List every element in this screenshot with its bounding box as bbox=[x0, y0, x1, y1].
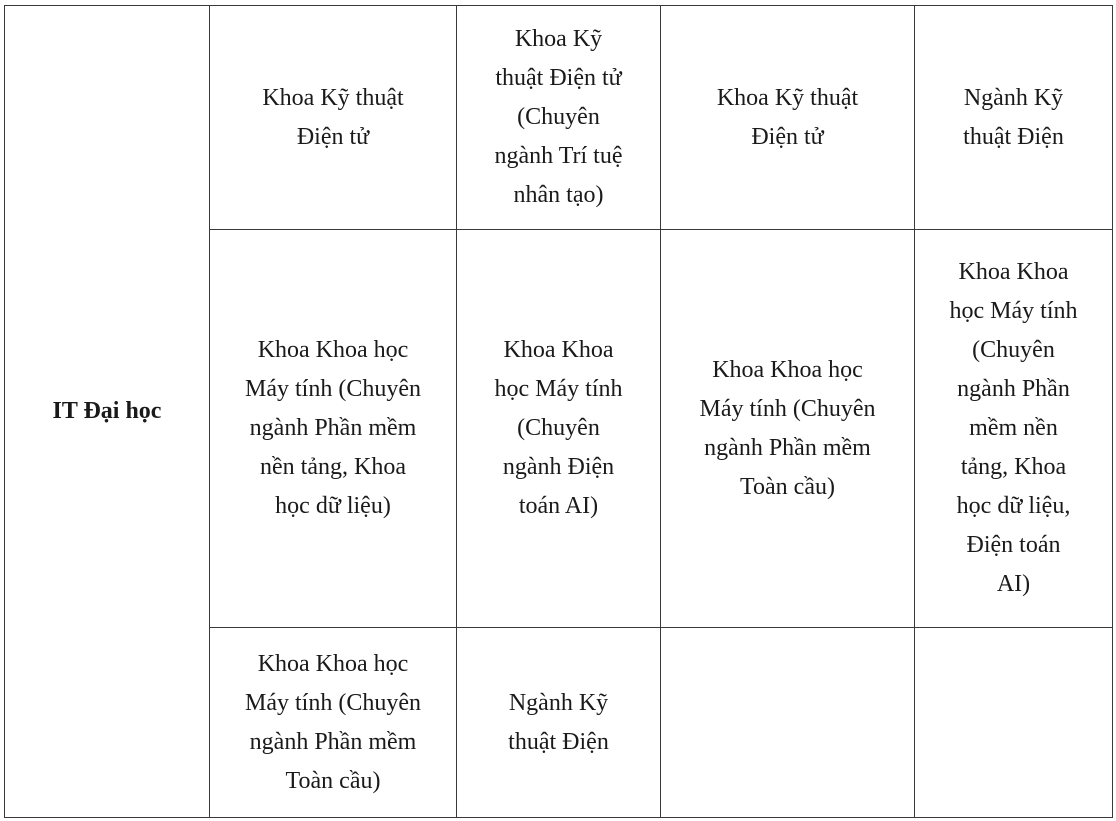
table-cell: Khoa Khoa học Máy tính (Chuyên ngành Phần mềm Toàn cầu) bbox=[210, 628, 457, 818]
table-cell: Khoa Kỹ thuật Điện tử bbox=[210, 6, 457, 230]
table-row bbox=[5, 6, 1113, 230]
table-cell: Khoa Kỹ thuật Điện tử (Chuyên ngành Trí tuệ nhân tạo) bbox=[457, 6, 661, 230]
table-cell: Khoa Khoa học Máy tính (Chuyên ngành Phần mềm Toàn cầu) bbox=[661, 230, 915, 628]
table-cell: Khoa Khoa học Máy tính (Chuyên ngành Phần mềm nền tảng, Khoa học dữ liệu) bbox=[210, 230, 457, 628]
department-table bbox=[4, 5, 1113, 818]
table-cell: Khoa Khoa học Máy tính (Chuyên ngành Điện toán AI) bbox=[457, 230, 661, 628]
table-cell-empty bbox=[661, 628, 915, 818]
table-cell: Khoa Khoa học Máy tính (Chuyên ngành Phần mềm nền tảng, Khoa học dữ liệu, Điện toán AI) bbox=[915, 230, 1113, 628]
table-cell: Khoa Kỹ thuật Điện tử bbox=[661, 6, 915, 230]
table-cell-empty bbox=[915, 628, 1113, 818]
table-cell: Ngành Kỹ thuật Điện bbox=[457, 628, 661, 818]
table-cell: Ngành Kỹ thuật Điện bbox=[915, 6, 1113, 230]
row-header-it-university: IT Đại học bbox=[5, 6, 210, 818]
